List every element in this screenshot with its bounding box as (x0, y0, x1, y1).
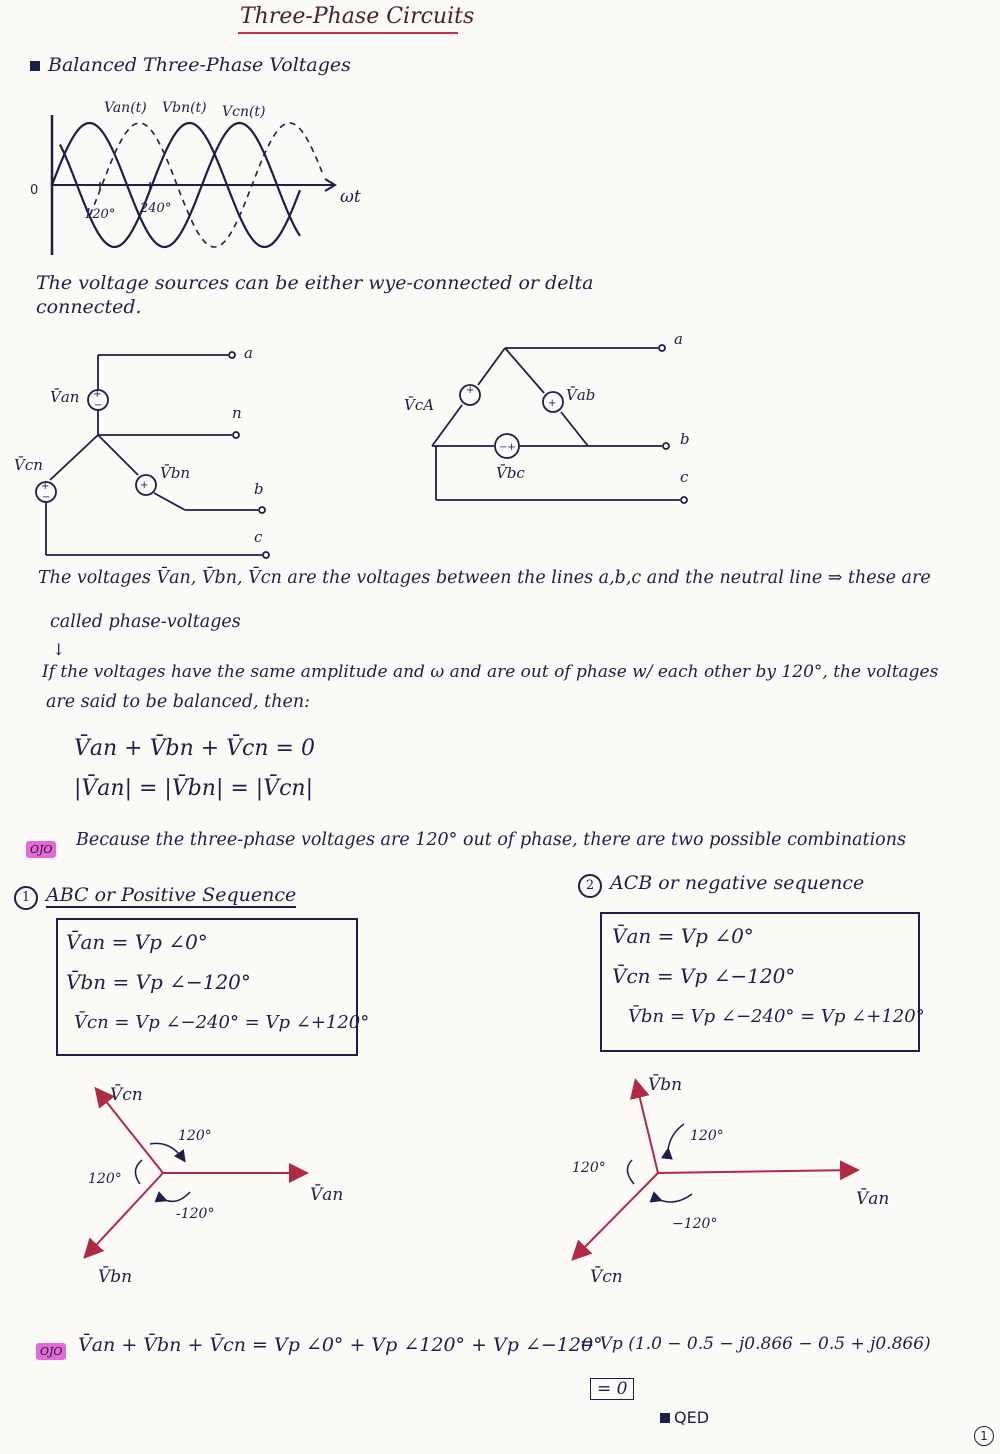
delta-b-label: b (680, 430, 690, 448)
vcn-minus-sign: − (42, 492, 51, 503)
seq2-vcn-label: V̄cn (590, 1267, 623, 1287)
delta-vca-label: V̄cA (404, 396, 435, 414)
wye-vbn-label: V̄bn (160, 464, 191, 482)
seq1-angle-top: 120° (178, 1128, 212, 1144)
tick-240-label: 240° (140, 201, 172, 216)
seq1-title: ABC or Positive Sequence (46, 884, 297, 906)
seq1-number-icon: 1 (14, 886, 38, 910)
seq2-eq-line2: V̄cn = Vp ∠−120° (612, 964, 796, 988)
seq2-vbn-phasor (636, 1082, 658, 1173)
seq2-eq-line3: V̄bn = Vp ∠−240° = Vp ∠+120° (628, 1006, 925, 1027)
vab-plus-sign: + (548, 398, 557, 409)
axis-label: ωt (340, 187, 361, 207)
seq2-eq-line1: V̄an = Vp ∠0° (612, 924, 754, 948)
seq1-vcn-label: V̄cn (110, 1085, 143, 1105)
balanced-sum-equation: V̄an + V̄bn + V̄cn = 0 (74, 736, 315, 761)
qed-text: QED (674, 1408, 710, 1427)
ojo-tag-text: OJO (26, 841, 56, 858)
van-t-label: Van(t) (104, 100, 147, 116)
seq2-vcn-phasor (574, 1173, 658, 1258)
ojo-tag-2 (36, 1340, 66, 1360)
origin-label: 0 (30, 183, 39, 198)
final-equation-lhs: V̄an + V̄bn + V̄cn = Vp ∠0° + Vp ∠120° + Vp ∠−120° (78, 1334, 603, 1356)
vca-plus-sign: + (466, 385, 475, 396)
phase-text-line1: The voltages V̄an, V̄bn, V̄cn are the voltages between the lines a,b,c and the neutral line ⇒ these are (38, 568, 931, 588)
delta-c-label: c (680, 468, 689, 486)
page-title: Three-Phase Circuits (240, 4, 475, 29)
seq1-eq-line3: V̄cn = Vp ∠−240° = Vp ∠+120° (74, 1012, 370, 1033)
seq1-eq-line2: V̄bn = Vp ∠−120° (66, 970, 251, 994)
seq2-title: ACB or negative sequence (610, 872, 865, 894)
seq2-angle-left: 120° (572, 1160, 606, 1176)
vbc-minus-sign: −+ (499, 442, 516, 453)
page-number: 1 (974, 1426, 994, 1446)
van-minus-sign: − (94, 400, 103, 411)
final-result-box: = 0 (590, 1378, 634, 1400)
wye-b-label: b (254, 480, 264, 498)
seq2-vbn-label: V̄bn (648, 1075, 683, 1095)
phase-text-line2: called phase-voltages (50, 612, 241, 632)
wye-van-label: V̄an (50, 388, 80, 406)
delta-vbc-label: V̄bc (496, 464, 525, 482)
wye-vcn-label: V̄cn (14, 456, 43, 474)
seq2-van-phasor (658, 1170, 856, 1173)
delta-vab-label: V̄ab (566, 386, 596, 404)
tick-120-label: 120° (84, 207, 116, 222)
van-plus-sign: + (93, 389, 102, 400)
wye-c-label: c (254, 528, 263, 546)
qed-mark (660, 1408, 709, 1427)
vbn-plus-sign: + (140, 480, 149, 491)
balanced-magnitude-equation: |V̄an| = |V̄bn| = |V̄cn| (74, 776, 314, 801)
vcn-plus-sign: + (41, 481, 50, 492)
down-arrow-icon: ↓ (52, 640, 66, 659)
seq1-eq-line1: V̄an = Vp ∠0° (66, 930, 208, 954)
seq2-number-icon: 2 (578, 874, 602, 898)
qed-square-icon (660, 1413, 670, 1423)
because-text: Because the three-phase voltages are 120° out of phase, there are two possible combinations (76, 830, 906, 850)
vcn-t-label: Vcn(t) (222, 104, 266, 120)
balanced-text-line2: are said to be balanced, then: (46, 692, 310, 712)
seq1-vbn-label: V̄bn (98, 1267, 133, 1287)
final-equation-rhs: = Vp (1.0 − 0.5 − j0.866 − 0.5 + j0.866) (580, 1334, 931, 1354)
seq1-angle-bottom: -120° (176, 1206, 215, 1222)
balanced-text-line1: If the voltages have the same amplitude and ω and are out of phase w/ each other by 120°, the voltages (42, 662, 939, 682)
seq1-angle-left: 120° (88, 1171, 122, 1187)
wye-a-label: a (244, 344, 253, 362)
seq1-van-label: V̄an (310, 1185, 344, 1205)
delta-a-label: a (674, 330, 683, 348)
vbn-t-label: Vbn(t) (162, 100, 207, 116)
ojo-tag-2-text: OJO (36, 1343, 66, 1360)
seq2-angle-top: 120° (690, 1128, 724, 1144)
wye-n-label: n (232, 404, 242, 422)
sources-text: The voltage sources can be either wye-connected or delta connected. (36, 272, 594, 318)
section-heading-text: Balanced Three-Phase Voltages (48, 54, 351, 76)
seq2-angle-bottom: −120° (672, 1216, 718, 1232)
seq2-van-label: V̄an (856, 1189, 890, 1209)
